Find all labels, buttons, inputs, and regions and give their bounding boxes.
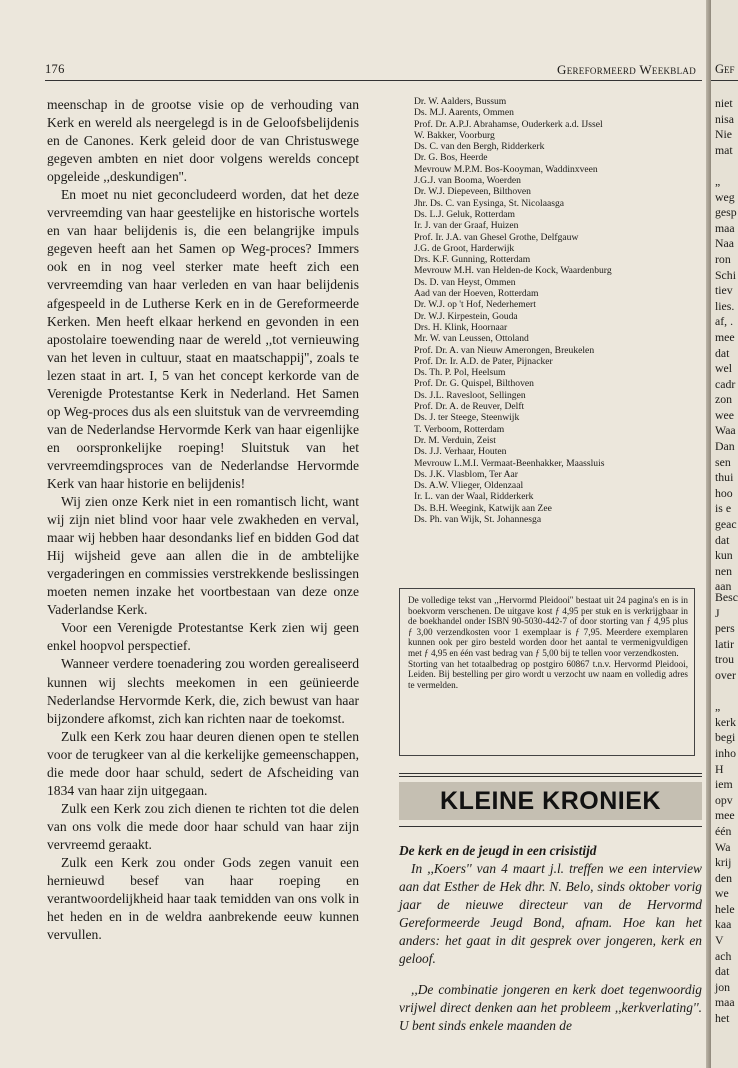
signatory: J.G. de Groot, Harderwijk: [414, 242, 515, 254]
page-number: 176: [45, 62, 65, 76]
signatory: J.G.J. van Booma, Woerden: [414, 175, 521, 187]
next-page-line: den: [715, 870, 733, 885]
next-page-line: we: [715, 886, 729, 901]
next-page-line: mee: [715, 808, 735, 823]
signatories-list: [414, 96, 704, 525]
next-page-line: Wa: [715, 839, 731, 854]
header-rule: [45, 80, 702, 81]
signatory: Ds. C. van den Bergh, Ridderkerk: [414, 141, 545, 153]
next-page-line: wee: [715, 407, 734, 422]
signatory: Prof. Ir. J.A. van Ghesel Grothe, Delfgauw: [414, 231, 579, 243]
next-page-line: inho: [715, 745, 736, 760]
next-page-line: cadr: [715, 376, 736, 391]
signatory: Prof. Dr. A. van Nieuw Amerongen, Breukelen: [414, 344, 595, 356]
section-divider: [399, 773, 702, 777]
next-page-line: het: [715, 1011, 730, 1026]
payment-info-text: Storting van het totaalbedrag op postgiro 60867 t.n.v. Hervormd Pleidooi, Leiden. Bij bestelling per giro wordt u verzocht uw naam en volledig adres te vermelden.: [408, 658, 688, 690]
article-paragraph: meenschap in de grootse visie op de verhouding van Kerk en wereld als neergelegd is in de Geloofsbelijdenis en de Canones. Kerk geleid door de van Christuswege gegeven ambten en niet door volgens werelds concept opgeleide ,,deskundigen''.: [47, 97, 359, 185]
signatory: Drs. H. Klink, Hoornaar: [414, 321, 508, 333]
signatory: Ir. L. van der Waal, Ridderkerk: [414, 491, 534, 503]
next-page-line: ron: [715, 251, 731, 266]
next-page-line: Schi: [715, 267, 736, 282]
signatory: Ds. A.W. Vlieger, Oldenzaal: [414, 480, 524, 492]
signatory: Ir. J. van der Graaf, Huizen: [414, 220, 519, 232]
left-column-article: [47, 96, 359, 944]
next-page-line: Besc: [715, 590, 738, 604]
next-page-line: weg: [715, 189, 735, 204]
signatory: W. Bakker, Voorburg: [414, 129, 495, 141]
next-page-line: H: [715, 761, 724, 776]
next-page-line: [715, 684, 738, 700]
next-page-line: hele: [715, 901, 735, 916]
next-page-line: gesp: [715, 205, 737, 220]
signatory: Prof. Dr. Ir. A.D. de Pater, Pijnacker: [414, 355, 553, 367]
signatory: Dr. M. Verduin, Zeist: [414, 434, 496, 446]
next-page-line: begi: [715, 730, 736, 745]
next-page-line: opv: [715, 792, 733, 807]
signatory: Dr. W.J. Diepeveen, Bilthoven: [414, 186, 531, 198]
next-page-line: af, .: [715, 314, 734, 329]
signatory: Ds. J.J. Verhaar, Houten: [414, 446, 507, 458]
next-page-line: mat: [715, 142, 733, 157]
signatory: Mevrouw M.P.M. Bos-Kooyman, Waddinxveen: [414, 163, 598, 175]
signatory: Ds. M.J. Aarents, Ommen: [414, 107, 514, 119]
kroniek-paragraph: In ,,Koers'' van 4 maart j.l. treffen we een interview aan dat Esther de Hek dhr. N. Belo, sinds oktober vorig jaar de nieuwe directeur van de Hervormd Gereformeerde Jeugd Bond, afnam. Hoe kan het anders: het gaat in dit gesprek over jongeren, kerk en geloof.: [399, 861, 702, 967]
next-page-line: trou: [715, 652, 735, 667]
signatory: Mr. W. van Leussen, Ottoland: [414, 333, 529, 345]
signatory: Ds. J.K. Vlasblom, Ter Aar: [414, 468, 518, 480]
next-page-line: thui: [715, 470, 734, 485]
next-page-line: krij: [715, 855, 732, 870]
next-page-line: geac: [715, 517, 737, 532]
next-page-line: pers: [715, 621, 735, 636]
signatory: Mevrouw L.M.I. Vermaat-Beenhakker, Maassluis: [414, 457, 605, 469]
next-page-text-bottom: [715, 590, 738, 1027]
next-page-line: over: [715, 667, 736, 682]
signatory: Ds. Th. P. Pol, Heelsum: [414, 367, 506, 379]
next-page-line: lies.: [715, 298, 735, 313]
kroniek-subheading: De kerk en de jeugd in een crisistijd: [399, 843, 597, 858]
signatory: Ds. J.L. Ravesloot, Sellingen: [414, 389, 526, 401]
next-page-line: niet: [715, 96, 733, 110]
next-page-line: „: [715, 699, 721, 714]
signatory: Mevrouw M.H. van Helden-de Kock, Waardenburg: [414, 265, 612, 277]
article-paragraph: Zulk een Kerk zou onder Gods zegen vanuit een hernieuwd besef van haar roeping en verantwoordelijkheid haar taak temidden van ons volk in het heden en in de weldra aanbrekende eeuw kunnen vervullen.: [47, 854, 359, 943]
next-page-sliver: [711, 0, 738, 1068]
signatory: T. Verboom, Rotterdam: [414, 423, 505, 435]
article-paragraph: Wij zien onze Kerk niet in een romantisch licht, want wij zijn niet blind voor haar vele zwakheden en verval, maar wij hebben haar desondanks lief en bidden God dat Hij wijsheid geve aan allen die in de ambtelijke vergaderingen en commissies verstrekkende beslissingen moeten nemen inzake het voortbestaan van deze onze Vaderlandse Kerk.: [47, 494, 359, 618]
next-page-header: Gef: [715, 62, 735, 76]
article-paragraph: Zulk een Kerk zou zich dienen te richten tot die delen van ons volk die mede door haar schuld van haar zijn vervreemd geraakt.: [47, 800, 359, 852]
ordering-info-box: [399, 588, 695, 756]
next-page-rule: [711, 80, 738, 81]
signatory: Dr. W.J. Kirpestein, Gouda: [414, 310, 518, 322]
next-page-line: Waa: [715, 423, 736, 438]
section-divider: [399, 826, 702, 827]
next-page-line: V: [715, 933, 724, 948]
next-page-line: is e: [715, 501, 732, 516]
kroniek-column: [399, 842, 702, 1035]
next-page-line: iem: [715, 777, 733, 792]
signatory: Aad van der Hoeven, Rotterdam: [414, 288, 539, 300]
next-page-line: sen: [715, 454, 731, 469]
next-page-line: dat: [715, 345, 730, 360]
next-page-line: aan: [715, 579, 732, 594]
next-page-line: [715, 158, 737, 174]
next-page-text-top: [715, 96, 737, 595]
kroniek-paragraph: ,,De combinatie jongeren en kerk doet tegenwoordig vrijwel direct denken aan het probleem ,,kerkverlating''. U bent sinds enkele maanden de: [399, 982, 702, 1034]
article-paragraph: Voor een Verenigde Protestantse Kerk zien wij geen enkel hoopvol perspectief.: [47, 620, 359, 654]
running-title: Gereformeerd Weekblad: [557, 62, 696, 77]
next-page-line: maa: [715, 220, 735, 235]
next-page-line: kun: [715, 548, 733, 563]
signatory: Ds. D. van Heyst, Ommen: [414, 276, 516, 288]
signatory: Prof. Dr. A.P.J. Abrahamse, Ouderkerk a.d. IJssel: [414, 118, 603, 130]
next-page-line: mee: [715, 329, 735, 344]
signatory: Prof. Dr. A. de Reuver, Delft: [414, 401, 525, 413]
signatory: Ds. L.J. Geluk, Rotterdam: [414, 208, 515, 220]
next-page-line: dat: [715, 964, 730, 979]
next-page-line: kerk: [715, 714, 736, 729]
signatory: Jhr. Ds. C. van Eysinga, St. Nicolaasga: [414, 197, 565, 209]
signatory: Prof. Dr. G. Quispel, Bilthoven: [414, 378, 534, 390]
signatory: Ds. J. ter Steege, Steenwijk: [414, 412, 520, 424]
next-page-line: maa: [715, 995, 735, 1010]
article-paragraph: Wanneer verdere toenadering zou worden gerealiseerd kunnen wij slechts meekomen in een geünieerde Nederlandse Hervormde Kerk, die, zich bewust van haar bijzondere afkomst, zich kan richten naar de toekomst.: [47, 656, 359, 726]
signatory: Ds. Ph. van Wijk, St. Johannesga: [414, 513, 542, 525]
signatory: Dr. W.J. op 't Hof, Nederhemert: [414, 299, 536, 311]
next-page-line: nen: [715, 563, 733, 578]
signatory: Drs. K.F. Gunning, Rotterdam: [414, 254, 531, 266]
next-page-line: Nie: [715, 127, 733, 142]
next-page-line: Dan: [715, 439, 735, 454]
signatory: Dr. W. Aalders, Bussum: [414, 96, 507, 107]
next-page-line: jon: [715, 979, 731, 994]
next-page-line: „: [715, 173, 721, 188]
section-heading: KLEINE KRONIEK: [399, 782, 702, 820]
next-page-line: zon: [715, 392, 733, 407]
next-page-line: Naa: [715, 236, 734, 251]
next-page-line: J: [715, 605, 720, 620]
article-paragraph: Zulk een Kerk zou haar deuren dienen open te stellen voor de terugkeer van al die kerkelijke gemeenschappen, die mede door haar schuld, sedert de Afscheiding van 1834 van haar zijn uitgegaan.: [47, 728, 359, 798]
next-page-line: één: [715, 823, 732, 838]
next-page-line: tiev: [715, 283, 733, 298]
next-page-line: kaa: [715, 917, 732, 932]
next-page-line: dat: [715, 532, 730, 547]
ordering-info-text: De volledige tekst van ,,Hervormd Pleidooi'' bestaat uit 24 pagina's en is in boekvorm verschenen. De uitgave kost ƒ 4,95 per stuk en is verkrijgbaar in de boekhandel onder ISBN 90-5030-442-7 of door storting van ƒ 4,95 plus ƒ 3,00 verzendkosten voor 1 exemplaar is ƒ 7,95. Meerdere exemplaren kunnen ook per giro besteld worden door het aantal te vermenigvuldigen met ƒ 4,95 en één vast bedrag van ƒ 5,00 bij te tellen voor verzendkosten.: [408, 595, 688, 658]
next-page-line: ach: [715, 948, 732, 963]
signatory: Dr. G. Bos, Heerde: [414, 152, 488, 164]
next-page-line: nisa: [715, 111, 735, 126]
next-page-line: hoo: [715, 485, 733, 500]
next-page-line: latir: [715, 636, 734, 651]
signatory: Ds. B.H. Weegink, Katwijk aan Zee: [414, 502, 552, 514]
next-page-line: wel: [715, 361, 733, 376]
article-paragraph: En moet nu niet geconcludeerd worden, dat het deze vervreemding van haar geestelijke en historische wortels en van haar belijdenis is, die een belangrijke impuls gegeven heeft aan het Samen op Weg-proces? Immers ook en in nog veel sterker mate heeft zich een vervreemding van haar verleden en van haar belijdenis afgespeeld in de Lutherse Kerk en in de Gereformeerde Kerken. Men heeft elkaar herkend en gevonden in een apostolaire toewending naar de wereld ,,tot vernieuwing van het leven in cultuur, staat en maatschappij'', zoals te lezen staat in art. I, 5 van het concept kerkorde van de Verenigde Protestantse Kerk in Nederland. Het Samen op Weg-proces dus als een sluitstuk van de vervreemding van de Nederlandse Hervormde Kerk van haar eigenlijke en oorspronkelijke roeping! Sluitstuk van het vervreemdingsproces van de Nederlandse Hervormde Kerk van haar historie en belijdenis!: [47, 187, 359, 491]
